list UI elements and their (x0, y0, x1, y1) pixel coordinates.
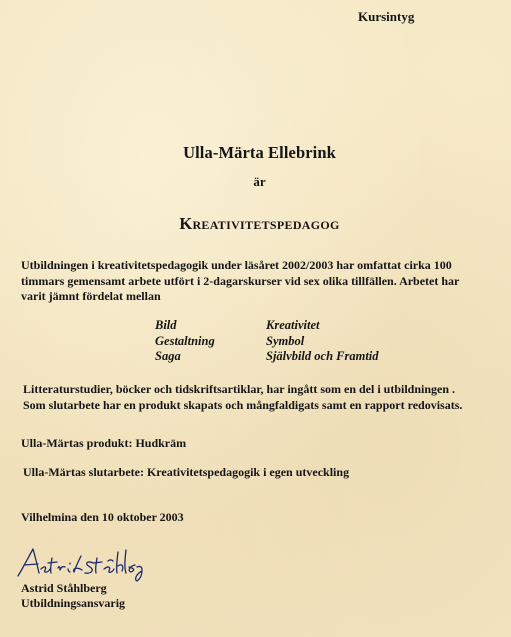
subject-item: Saga (155, 349, 181, 363)
subject-item: Gestaltning (155, 333, 215, 348)
subjects-list (155, 318, 379, 365)
studies-line: Litteraturstudier, böcker och tidskriftsartiklar, har ingått som en del i utbildningen . (23, 382, 456, 396)
subject-item: Kreativitet (266, 318, 320, 332)
subject-item: Självbild och Framtid (266, 349, 379, 363)
intro-line: timmars gemensamt arbete utfört i 2-dagarskurser vid sex olika tillfällen. Arbetet har (21, 273, 460, 288)
final-work-line: Ulla-Märtas slutarbete: Kreativitetspedagogik i egen utveckling (23, 465, 350, 479)
subject-item: Bild (155, 318, 177, 332)
subject-item: Symbol (266, 333, 305, 348)
subject-row (155, 334, 379, 350)
studies-paragraph (23, 381, 493, 413)
signer-role: Utbildningsansvarig (21, 596, 126, 610)
date-place-line: Vilhelmina den 10 oktober 2003 (21, 510, 184, 524)
intro-line: Utbildningen i kreativitetspedagogik under läsåret 2002/2003 har omfattat cirka 100 (21, 258, 452, 272)
product-line: Ulla-Märtas produkt: Hudkräm (21, 436, 187, 450)
intro-line: varit jämnt fördelat mellan (21, 289, 161, 303)
connector-word: är (253, 174, 266, 189)
subject-row (155, 318, 379, 334)
document-type-label: Kursintyg (358, 9, 415, 24)
subject-row (155, 349, 379, 365)
handwritten-signature (14, 542, 149, 582)
certificate-title: Kreativitetspedagog (179, 214, 340, 233)
studies-line: Som slutarbete har en produkt skapats och mångfaldigats samt en rapport redovisats. (23, 398, 463, 412)
recipient-name: Ulla-Märta Ellebrink (183, 143, 336, 162)
signer-name: Astrid Ståhlberg (21, 581, 107, 595)
intro-paragraph (21, 258, 481, 305)
